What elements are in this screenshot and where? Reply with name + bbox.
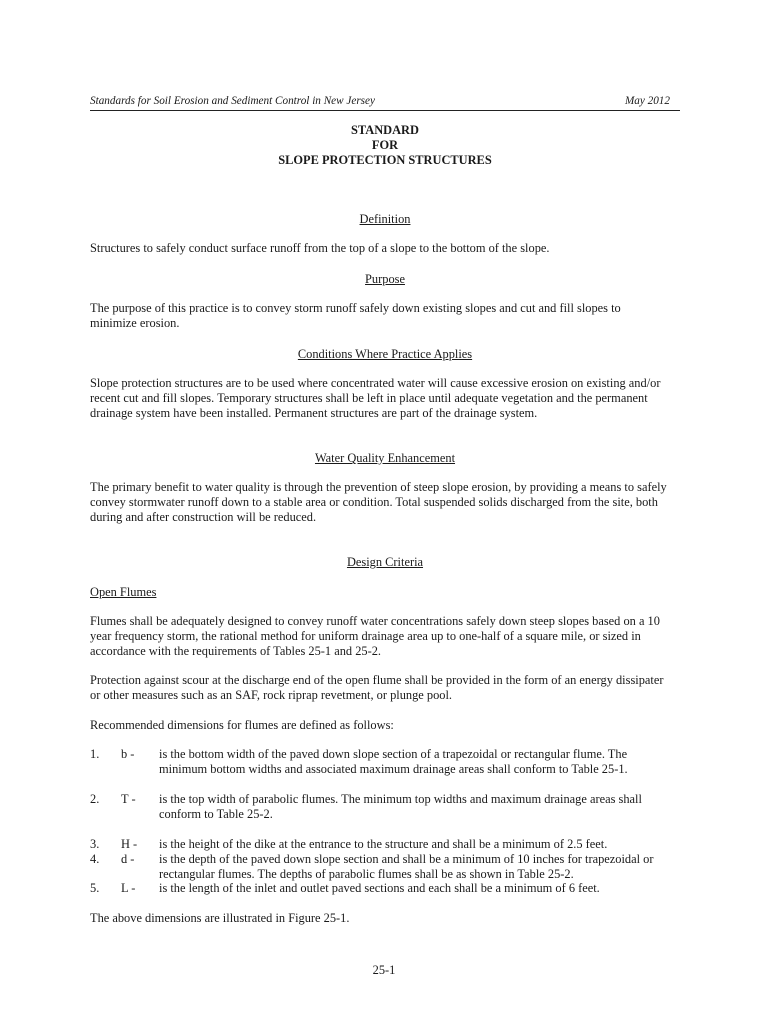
list-item-number: 3. — [90, 837, 100, 851]
list-item — [90, 881, 680, 896]
list-item — [90, 852, 680, 882]
water-quality-text-line-1: The primary benefit to water quality is through the prevention of steep slope erosion, by providing a means to safely — [90, 480, 667, 494]
title-line-1: STANDARD — [351, 123, 419, 137]
header-date: May 2012 — [624, 95, 670, 107]
purpose-text-line-2: minimize erosion. — [90, 316, 180, 330]
open-flumes-p3-text: Recommended dimensions for flumes are defined as follows: — [90, 718, 394, 732]
list-item-symbol: T - — [121, 792, 136, 806]
list-item — [90, 792, 680, 822]
list-item-number: 1. — [90, 747, 100, 761]
list-item-text — [159, 837, 680, 852]
open-flumes-p1-line-2: year frequency storm, the rational method for uniform drainage area up to one-half of a square mile, or sized in — [90, 629, 641, 643]
list-item — [90, 837, 680, 852]
conditions-text-line-2: recent cut and fill slopes. Temporary structures shall be left in place until adequate vegetation and the permanent — [90, 391, 648, 405]
design-criteria-heading: Design Criteria — [346, 555, 424, 569]
header-title: Standards for Soil Erosion and Sediment Control in New Jersey — [90, 95, 375, 107]
list-item-number: 4. — [90, 852, 100, 866]
open-flumes-p2-line-2: or other measures such as an SAF, rock riprap revetment, or plunge pool. — [90, 688, 453, 702]
list-item-text — [159, 747, 680, 777]
list-item-line-1: is the bottom width of the paved down slope section of a trapezoidal or rectangular flume. The — [159, 747, 628, 761]
document-title — [90, 123, 680, 168]
figure-reference-paragraph — [90, 911, 680, 926]
open-flumes-p2-line-1: Protection against scour at the discharge end of the open flume shall be provided in the form of an energy dissipater — [90, 673, 664, 687]
open-flumes-paragraph-3 — [90, 718, 680, 733]
conditions-text-line-1: Slope protection structures are to be used where concentrated water will cause excessive erosion on existing and/or — [90, 376, 661, 390]
conditions-body — [90, 376, 680, 421]
running-header — [90, 94, 680, 111]
purpose-text-line-1: The purpose of this practice is to convey storm runoff safely down existing slopes and cut and fill slopes to — [90, 301, 621, 315]
figure-reference-text: The above dimensions are illustrated in Figure 25-1. — [90, 911, 350, 925]
page-number: 25-1 — [372, 963, 396, 977]
title-line-3: SLOPE PROTECTION STRUCTURES — [278, 153, 492, 167]
water-quality-text-line-3: during and after construction will be reduced. — [90, 510, 317, 524]
list-item-number: 5. — [90, 881, 100, 895]
water-quality-heading: Water Quality Enhancement — [314, 451, 456, 465]
list-item-line-2: conform to Table 25-2. — [159, 807, 273, 821]
title-line-2: FOR — [371, 138, 399, 152]
open-flumes-p1-line-3: accordance with the requirements of Tables 25-1 and 25-2. — [90, 644, 382, 658]
list-item-symbol: H - — [121, 837, 138, 851]
open-flumes-subheading: Open Flumes — [90, 585, 157, 599]
list-item-line-1: is the top width of parabolic flumes. The minimum top widths and maximum drainage areas shall — [159, 792, 642, 806]
definition-text: Structures to safely conduct surface runoff from the top of a slope to the bottom of the slope. — [90, 241, 550, 255]
conditions-heading: Conditions Where Practice Applies — [297, 347, 473, 361]
list-item-text — [159, 852, 680, 882]
list-item-symbol: d - — [121, 852, 135, 866]
open-flumes-paragraph-2 — [90, 673, 680, 703]
water-quality-body — [90, 480, 680, 525]
list-item-symbol: b - — [121, 747, 135, 761]
water-quality-text-line-2: convey stormwater runoff down to a stable area or condition. Total suspended solids discharged from the site, both — [90, 495, 658, 509]
list-item-line-2: minimum bottom widths and associated maximum drainage areas shall conform to Table 25-1. — [159, 762, 628, 776]
list-item — [90, 747, 680, 777]
list-item-text — [159, 792, 680, 822]
list-item-line-1: is the length of the inlet and outlet paved sections and each shall be a minimum of 6 feet. — [159, 881, 600, 895]
list-item-number: 2. — [90, 792, 100, 806]
open-flumes-paragraph-1 — [90, 614, 680, 659]
open-flumes-p1-line-1: Flumes shall be adequately designed to convey runoff water concentrations safely down steep slopes based on a 10 — [90, 614, 660, 628]
purpose-body — [90, 301, 680, 331]
conditions-text-line-3: drainage system have been installed. Permanent structures are part of the drainage system. — [90, 406, 538, 420]
list-item-symbol: L - — [121, 881, 136, 895]
purpose-heading: Purpose — [365, 272, 405, 286]
list-item-line-2: rectangular flumes. The depths of parabolic flumes shall be as shown in Table 25-2. — [159, 867, 574, 881]
definition-heading: Definition — [359, 212, 411, 226]
list-item-line-1: is the depth of the paved down slope section and shall be a minimum of 10 inches for trapezoidal or — [159, 852, 654, 866]
list-item-line-1: is the height of the dike at the entrance to the structure and shall be a minimum of 2.5 feet. — [159, 837, 608, 851]
definition-body — [90, 241, 680, 256]
list-item-text — [159, 881, 680, 896]
